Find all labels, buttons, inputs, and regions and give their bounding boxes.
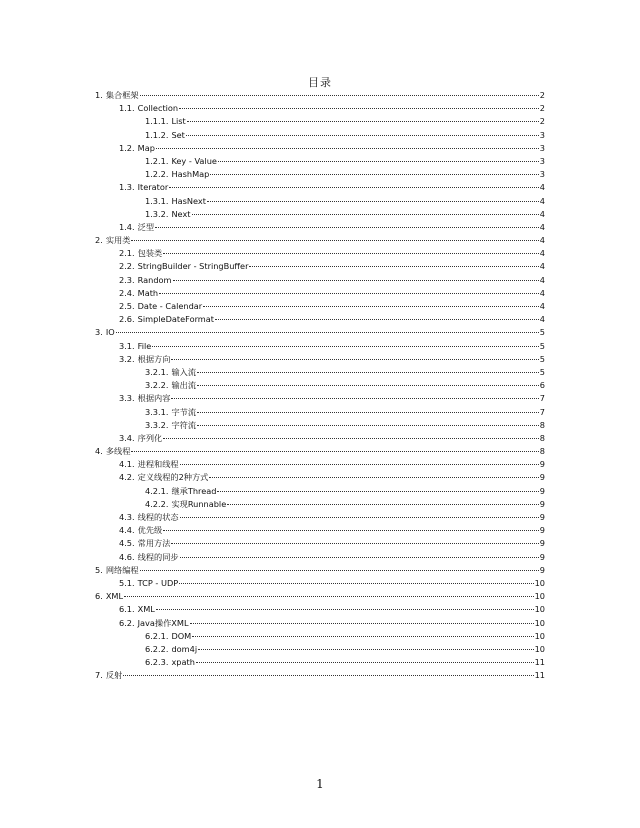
toc-entry-number: 4.6. <box>119 551 135 562</box>
toc-entry[interactable] <box>95 577 545 590</box>
toc-entry-page: 8 <box>539 432 545 443</box>
toc-entry-page: 10 <box>534 630 545 641</box>
toc-entry-page: 9 <box>539 472 545 483</box>
toc-entry-number: 6.2. <box>119 617 135 628</box>
toc-dot-leader <box>197 412 539 413</box>
toc-dot-leader <box>207 201 539 202</box>
toc-entry-page: 4 <box>539 248 545 259</box>
toc-entry-label: Set <box>171 129 185 140</box>
toc-entry[interactable] <box>95 366 545 379</box>
toc-dot-leader <box>196 662 534 663</box>
toc-entry-number: 3.2.1. <box>145 366 169 377</box>
toc-dot-leader <box>197 372 539 373</box>
toc-entry-label: 网络编程 <box>105 564 139 575</box>
toc-dot-leader <box>249 266 538 267</box>
toc-entry-label: dom4j <box>171 643 198 654</box>
toc-entry[interactable] <box>95 247 545 260</box>
toc-entry-label: 常用方法 <box>137 538 171 549</box>
toc-entry-label: File <box>137 340 152 351</box>
toc-entry-label: TCP - UDP <box>137 577 179 588</box>
toc-entry-label: 序列化 <box>137 432 163 443</box>
toc-entry-number: 6.2.1. <box>145 630 169 641</box>
toc-entry-page: 2 <box>539 90 545 100</box>
toc-entry-number: 2. <box>95 235 103 246</box>
toc-dot-leader <box>218 161 539 162</box>
toc-entry-number: 5. <box>95 564 103 575</box>
toc-entry-label: 定义线程的2种方式 <box>137 472 209 483</box>
toc-dot-leader <box>171 359 538 360</box>
toc-entry[interactable] <box>95 656 545 669</box>
toc-dot-leader <box>163 253 539 254</box>
toc-entry-label: 输出流 <box>171 380 197 391</box>
toc-entry-label: Next <box>171 208 191 219</box>
toc-entry-number: 4.5. <box>119 538 135 549</box>
toc-entry-number: 1.3. <box>119 182 135 193</box>
toc-entry-number: 1.1.1. <box>145 116 169 127</box>
toc-dot-leader <box>171 398 538 399</box>
toc-entry-label: 泛型 <box>137 221 155 232</box>
toc-entry-number: 3.2. <box>119 353 135 364</box>
toc-dot-leader <box>131 240 538 241</box>
toc-entry[interactable] <box>95 300 545 313</box>
toc-entry[interactable] <box>95 458 545 471</box>
toc-dot-leader <box>210 174 538 175</box>
toc-entry-label: Collection <box>137 103 179 114</box>
toc-entry-page: 10 <box>534 591 545 602</box>
toc-entry-page: 5 <box>539 327 545 338</box>
toc-entry-number: 1.1. <box>119 103 135 114</box>
toc-entry-page: 9 <box>539 459 545 470</box>
toc-entry-number: 3.2.2. <box>145 380 169 391</box>
toc-entry[interactable] <box>95 274 545 287</box>
toc-entry-label: 字节流 <box>171 406 197 417</box>
toc-entry-number: 1. <box>95 90 103 100</box>
toc-entry-number: 2.2. <box>119 261 135 272</box>
toc-entry-page: 9 <box>539 525 545 536</box>
toc-entry-label: 多线程 <box>105 446 131 457</box>
toc-entry[interactable] <box>95 208 545 221</box>
toc-entry-number: 1.1.2. <box>145 129 169 140</box>
toc-entry-label: XML <box>137 604 155 615</box>
toc-entry-page: 9 <box>539 485 545 496</box>
toc-entry[interactable] <box>95 115 545 128</box>
toc-dot-leader <box>123 675 533 676</box>
toc-dot-leader <box>131 451 538 452</box>
toc-dot-leader <box>192 214 539 215</box>
toc-dot-leader <box>217 491 538 492</box>
toc-entry-number: 1.2.1. <box>145 155 169 166</box>
toc-dot-leader <box>190 623 534 624</box>
toc-entry-label: 根据方向 <box>137 353 171 364</box>
toc-entry-page: 4 <box>539 301 545 311</box>
toc-dot-leader <box>163 438 539 439</box>
toc-entry[interactable] <box>95 340 545 353</box>
toc-entry[interactable] <box>95 260 545 273</box>
toc-entry-number: 6.2.3. <box>145 657 169 668</box>
toc-entry[interactable] <box>95 419 545 432</box>
toc-entry-label: 线程的同步 <box>137 551 179 562</box>
toc-entry-label: 继承Thread <box>171 485 217 496</box>
toc-dot-leader <box>197 385 539 386</box>
toc-entry-page: 3 <box>539 142 545 153</box>
toc-dot-leader <box>124 596 534 597</box>
toc-entry[interactable] <box>95 485 545 498</box>
toc-entry-number: 3.4. <box>119 432 135 443</box>
toc-entry-number: 4.2. <box>119 472 135 483</box>
toc-dot-leader <box>180 517 539 518</box>
toc-entry-page: 4 <box>539 221 545 232</box>
toc-entry-number: 3.3.1. <box>145 406 169 417</box>
toc-entry-number: 4.1. <box>119 459 135 470</box>
toc-dot-leader <box>159 293 539 294</box>
toc-entry-label: Map <box>137 142 155 153</box>
toc-entry-label: 进程和线程 <box>137 459 179 470</box>
toc-entry-number: 5.1. <box>119 577 135 588</box>
toc-dot-leader <box>140 95 539 96</box>
toc-entry-label: 输入流 <box>171 366 197 377</box>
toc-entry[interactable] <box>95 221 545 234</box>
toc-entry-page: 7 <box>539 393 545 404</box>
toc-entry-page: 8 <box>539 446 545 457</box>
toc-entry-number: 6.2.2. <box>145 643 169 654</box>
toc-entry-label: 线程的状态 <box>137 512 179 522</box>
toc-entry[interactable] <box>95 379 545 392</box>
toc-dot-leader <box>180 464 539 465</box>
toc-entry[interactable] <box>95 142 545 155</box>
toc-entry[interactable] <box>95 603 545 616</box>
toc-entry[interactable] <box>95 392 545 405</box>
toc-entry-label: Iterator <box>137 182 169 193</box>
toc-entry-page: 10 <box>534 604 545 615</box>
toc-entry-number: 6.1. <box>119 604 135 615</box>
toc-entry-number: 7. <box>95 670 103 681</box>
toc-title: 目录 <box>308 76 332 89</box>
toc-entry[interactable] <box>95 181 545 194</box>
toc-dot-leader <box>156 148 539 149</box>
toc-entry-page: 10 <box>534 577 545 588</box>
toc-entry[interactable] <box>95 590 545 603</box>
toc-dot-leader <box>186 135 539 136</box>
toc-entry-page: 7 <box>539 406 545 417</box>
toc-entry-page: 8 <box>539 419 545 430</box>
toc-entry-page: 4 <box>539 314 545 325</box>
toc-entry[interactable] <box>95 511 545 524</box>
toc-entry-page: 9 <box>539 538 545 549</box>
toc-entry[interactable] <box>95 445 545 458</box>
toc-entry-label: 字符流 <box>171 419 197 430</box>
toc-entry-number: 3.3.2. <box>145 419 169 430</box>
toc-entry-page: 4 <box>539 182 545 193</box>
toc-entry-page: 3 <box>539 155 545 166</box>
toc-dot-leader <box>163 530 539 531</box>
toc-dot-leader <box>187 121 539 122</box>
toc-entry[interactable] <box>95 102 545 115</box>
toc-entry-label: Key - Value <box>171 155 217 166</box>
toc-dot-leader <box>198 649 533 650</box>
toc-entry-page: 4 <box>539 274 545 285</box>
toc-entry[interactable] <box>95 564 545 577</box>
toc-entry[interactable] <box>95 643 545 656</box>
toc-entry-page: 9 <box>539 512 545 522</box>
toc-entry-label: 反射 <box>105 670 123 681</box>
toc-dot-leader <box>173 280 539 281</box>
toc-entry[interactable] <box>95 234 545 247</box>
toc-entry-label: StringBuilder - StringBuffer <box>137 261 249 272</box>
toc-entry-page: 10 <box>534 643 545 654</box>
toc-entry-page: 9 <box>539 551 545 562</box>
toc-entry[interactable] <box>95 617 545 630</box>
toc-entry-number: 3. <box>95 327 103 338</box>
toc-entry-number: 2.1. <box>119 248 135 259</box>
toc-entry-page: 4 <box>539 235 545 246</box>
toc-entry-number: 2.5. <box>119 301 135 311</box>
toc-entry-number: 1.2. <box>119 142 135 153</box>
toc-entry-page: 4 <box>539 261 545 272</box>
toc-entry-page: 10 <box>534 617 545 628</box>
toc-entry-label: List <box>171 116 186 127</box>
toc-entry-page: 3 <box>539 129 545 140</box>
toc-entry[interactable] <box>95 89 545 102</box>
toc-entry-label: 集合框架 <box>105 90 139 100</box>
toc-entry-page: 2 <box>539 116 545 127</box>
toc-entry-label: 根据内容 <box>137 393 171 404</box>
toc-entry-label: 包装类 <box>137 248 163 259</box>
toc-dot-leader <box>215 319 539 320</box>
toc-entry[interactable] <box>95 551 545 564</box>
toc-dot-leader <box>180 557 539 558</box>
toc-entry-page: 11 <box>534 670 545 681</box>
toc-dot-leader <box>156 609 534 610</box>
toc-entry-number: 3.1. <box>119 340 135 351</box>
toc-entry-number: 4.2.2. <box>145 498 169 509</box>
toc-entry-number: 4.3. <box>119 512 135 522</box>
toc-entry-page: 6 <box>539 380 545 391</box>
toc-entry-page: 5 <box>539 340 545 351</box>
toc-entry-page: 5 <box>539 353 545 364</box>
toc-entry[interactable] <box>95 129 545 142</box>
toc-entry-number: 1.2.2. <box>145 169 169 180</box>
toc-entry-label: Math <box>137 287 159 298</box>
toc-entry-number: 4.4. <box>119 525 135 536</box>
toc-entry[interactable] <box>95 326 545 339</box>
toc-entry-number: 2.3. <box>119 274 135 285</box>
toc-entry-label: 实用类 <box>105 235 131 246</box>
toc-entry[interactable] <box>95 471 545 484</box>
toc-entry-label: SimpleDateFormat <box>137 314 215 325</box>
toc-entry[interactable] <box>95 406 545 419</box>
toc-entry[interactable] <box>95 168 545 181</box>
toc-entry[interactable] <box>95 524 545 537</box>
toc-dot-leader <box>192 636 533 637</box>
toc-entry-label: XML <box>105 591 124 602</box>
toc-entry-page: 4 <box>539 287 545 298</box>
toc-dot-leader <box>140 570 539 571</box>
toc-entry[interactable] <box>95 155 545 168</box>
toc-entry[interactable] <box>95 669 545 682</box>
toc-entry-number: 2.4. <box>119 287 135 298</box>
toc-entry-number: 4. <box>95 446 103 457</box>
toc-entry[interactable] <box>95 287 545 300</box>
table-of-contents <box>95 89 545 682</box>
toc-dot-leader <box>179 108 539 109</box>
toc-entry-number: 4.2.1. <box>145 485 169 496</box>
toc-entry-label: IO <box>105 327 115 338</box>
toc-entry-label: 优先级 <box>137 525 163 536</box>
toc-entry-label: xpath <box>171 657 195 668</box>
toc-entry-number: 6. <box>95 591 103 602</box>
toc-entry-label: Date - Calendar <box>137 301 203 311</box>
toc-entry-page: 5 <box>539 366 545 377</box>
toc-entry-number: 3.3. <box>119 393 135 404</box>
toc-entry-number: 2.6. <box>119 314 135 325</box>
toc-entry[interactable] <box>95 498 545 511</box>
toc-entry-page: 4 <box>539 195 545 206</box>
toc-entry-page: 9 <box>539 564 545 575</box>
toc-dot-leader <box>169 187 539 188</box>
toc-entry[interactable] <box>95 195 545 208</box>
toc-entry-page: 11 <box>534 657 545 668</box>
toc-entry-label: Java操作XML <box>137 617 189 628</box>
toc-dot-leader <box>179 583 533 584</box>
toc-entry[interactable] <box>95 353 545 366</box>
toc-dot-leader <box>209 477 538 478</box>
toc-entry[interactable] <box>95 313 545 326</box>
toc-entry-number: 1.3.1. <box>145 195 169 206</box>
toc-entry-label: HasNext <box>171 195 206 206</box>
toc-dot-leader <box>152 346 538 347</box>
toc-entry[interactable] <box>95 630 545 643</box>
toc-entry-page: 4 <box>539 208 545 219</box>
toc-entry-page: 3 <box>539 169 545 180</box>
toc-entry-number: 1.3.2. <box>145 208 169 219</box>
toc-entry[interactable] <box>95 537 545 550</box>
toc-dot-leader <box>203 306 539 307</box>
toc-dot-leader <box>171 543 538 544</box>
toc-dot-leader <box>227 504 539 505</box>
toc-entry[interactable] <box>95 432 545 445</box>
toc-entry-label: HashMap <box>171 169 210 180</box>
toc-entry-page: 2 <box>539 103 545 114</box>
toc-dot-leader <box>197 425 539 426</box>
toc-dot-leader <box>155 227 539 228</box>
page-number: 1 <box>316 777 324 791</box>
toc-entry-label: Random <box>137 274 172 285</box>
toc-entry-page: 9 <box>539 498 545 509</box>
toc-entry-label: DOM <box>171 630 192 641</box>
toc-entry-label: 实现Runnable <box>171 498 227 509</box>
toc-dot-leader <box>116 332 539 333</box>
toc-entry-number: 1.4. <box>119 221 135 232</box>
